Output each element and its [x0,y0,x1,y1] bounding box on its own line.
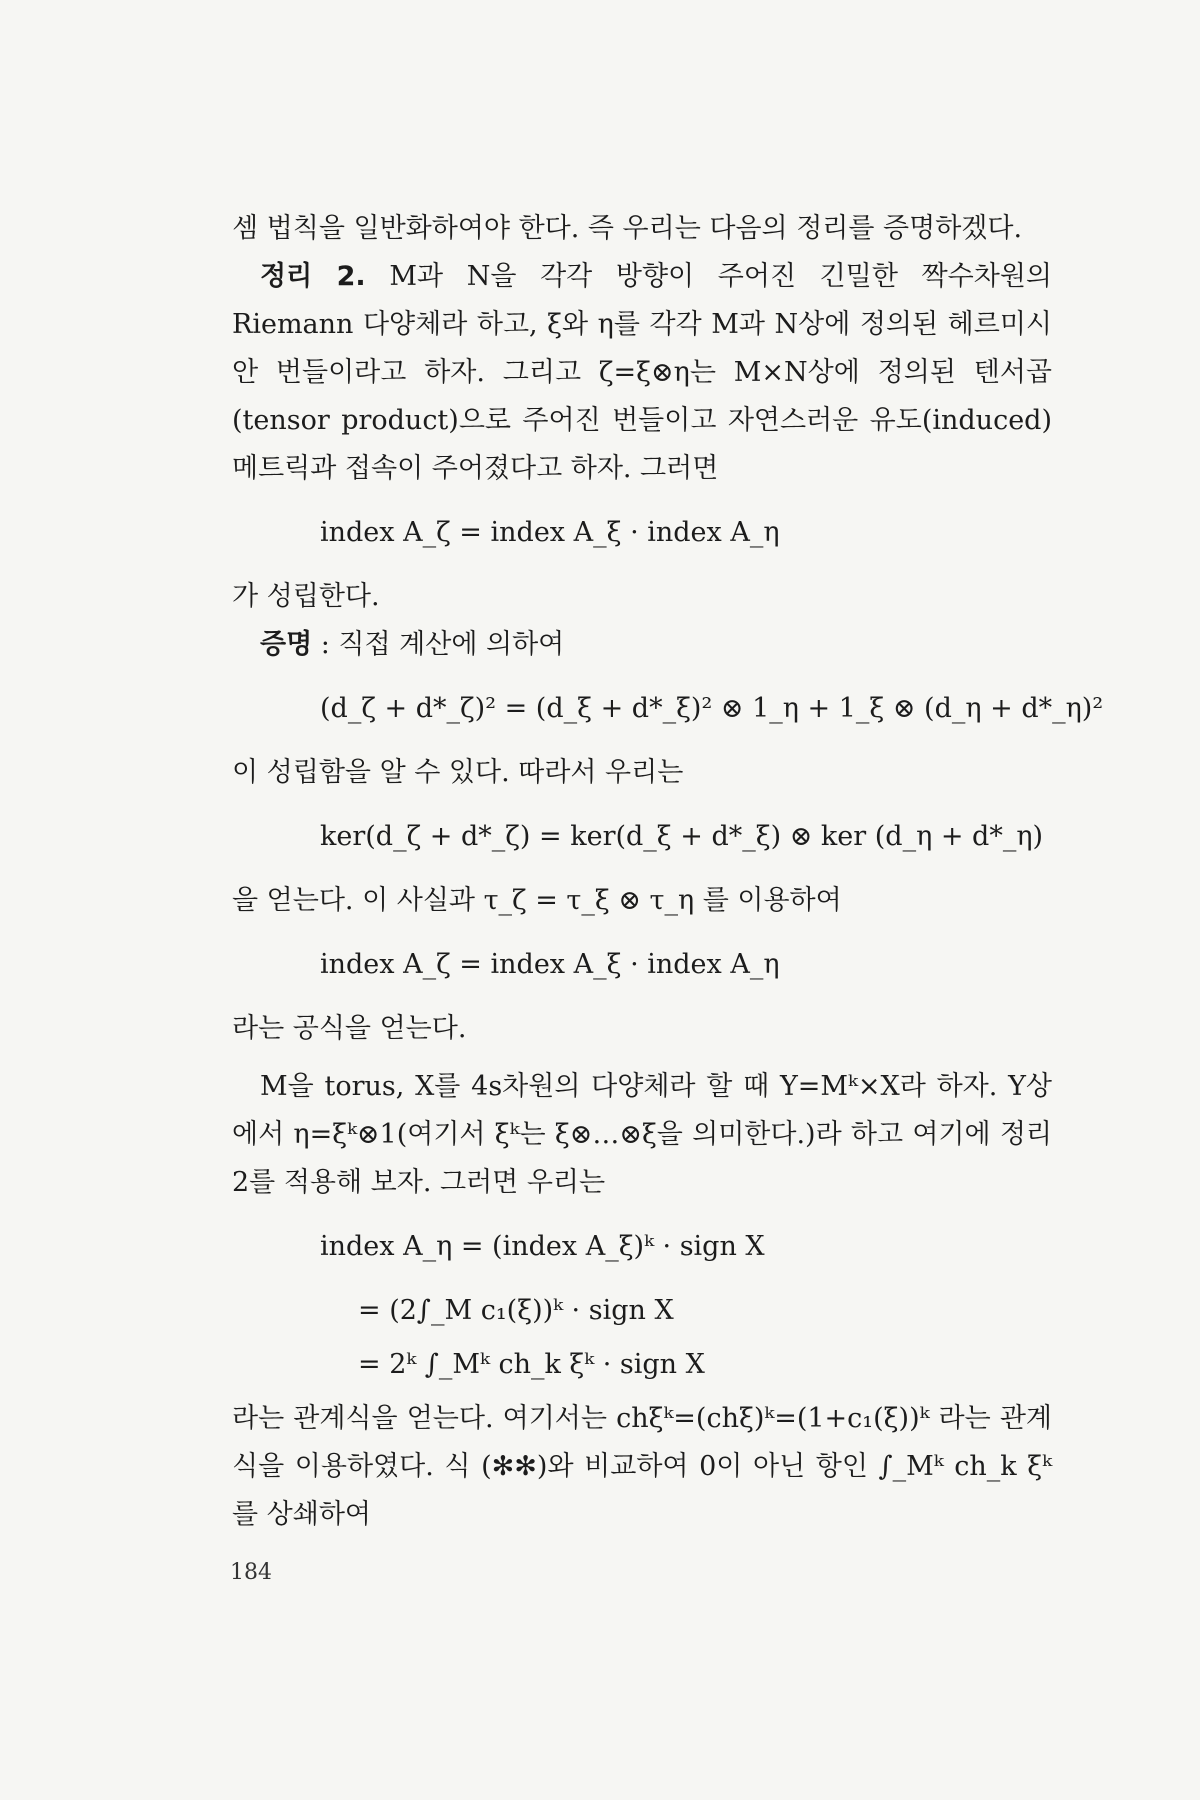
body-paragraph: 라는 관계식을 얻는다. 여기서는 chξᵏ=(chξ)ᵏ=(1+c₁(ξ))ᵏ 라는 관계식을 이용하였다. 식 (✻✻)와 비교하여 0이 아닌 항인 ∫_Mᵏ ch_k ξᵏ 를 상쇄하여 [232,1403,1052,1530]
theorem-text: M과 N을 각각 방향이 주어진 긴밀한 짝수차원의 Riemann 다양체라 하고, ξ와 η를 각각 M과 N상에 정의된 헤르미시안 번들이라고 하자. 그리고 ζ=ξ⊗η는 M×N상에 정의된 텐서곱(tensor product)으로 주어진 번들이고 자연스러운 유도(induced) 메트릭과 접속이 주어졌다고 하자. 그러면 [232,261,1053,484]
paragraph-spacer [232,1053,1052,1063]
body-paragraph: M을 torus, X를 4s차원의 다양체라 할 때 Y=Mᵏ×X라 하자. Y상에서 η=ξᵏ⊗1(여기서 ξᵏ는 ξ⊗…⊗ξ을 의미한다.)라 하고 여기에 정리 2를 적용해 보자. 그러면 우리는 [232,1071,1052,1198]
body-paragraph: 가 성립한다. [232,581,380,612]
page-number: 184 [230,1560,272,1585]
theorem-paragraph [232,621,1052,669]
body-paragraph: 라는 공식을 얻는다. [232,1013,467,1044]
display-equation: (d_ζ + d*_ζ)² = (d_ξ + d*_ξ)² ⊗ 1_η + 1_ξ ⊗ (d_η + d*_η)² [320,693,1104,724]
display-equation: = (2∫_M c₁(ξ))ᵏ · sign X [358,1295,674,1326]
display-equation: = 2ᵏ ∫_Mᵏ ch_k ξᵏ · sign X [358,1349,705,1380]
body-paragraph: 이 성립함을 알 수 있다. 따라서 우리는 [232,757,684,788]
body-paragraph: 을 얻는다. 이 사실과 τ_ζ = τ_ξ ⊗ τ_η 를 이용하여 [232,885,842,916]
display-equation: index A_ζ = index A_ξ · index A_η [320,517,780,548]
display-equation: index A_η = (index A_ξ)ᵏ · sign X [320,1231,765,1262]
body-paragraph: 셈 법칙을 일반화하여야 한다. 즉 우리는 다음의 정리를 증명하겠다. [232,213,1023,244]
theorem-label: 정리 2. [260,261,366,292]
text-column [232,205,1104,1539]
display-equation: index A_ζ = index A_ξ · index A_η [320,949,780,980]
display-equation: ker(d_ζ + d*_ζ) = ker(d_ξ + d*_ξ) ⊗ ker (d_η + d*_η) [320,821,1044,852]
theorem-paragraph [232,253,1052,493]
theorem-label: 증명 [260,629,313,660]
theorem-text: : 직접 계산에 의하여 [312,629,565,660]
